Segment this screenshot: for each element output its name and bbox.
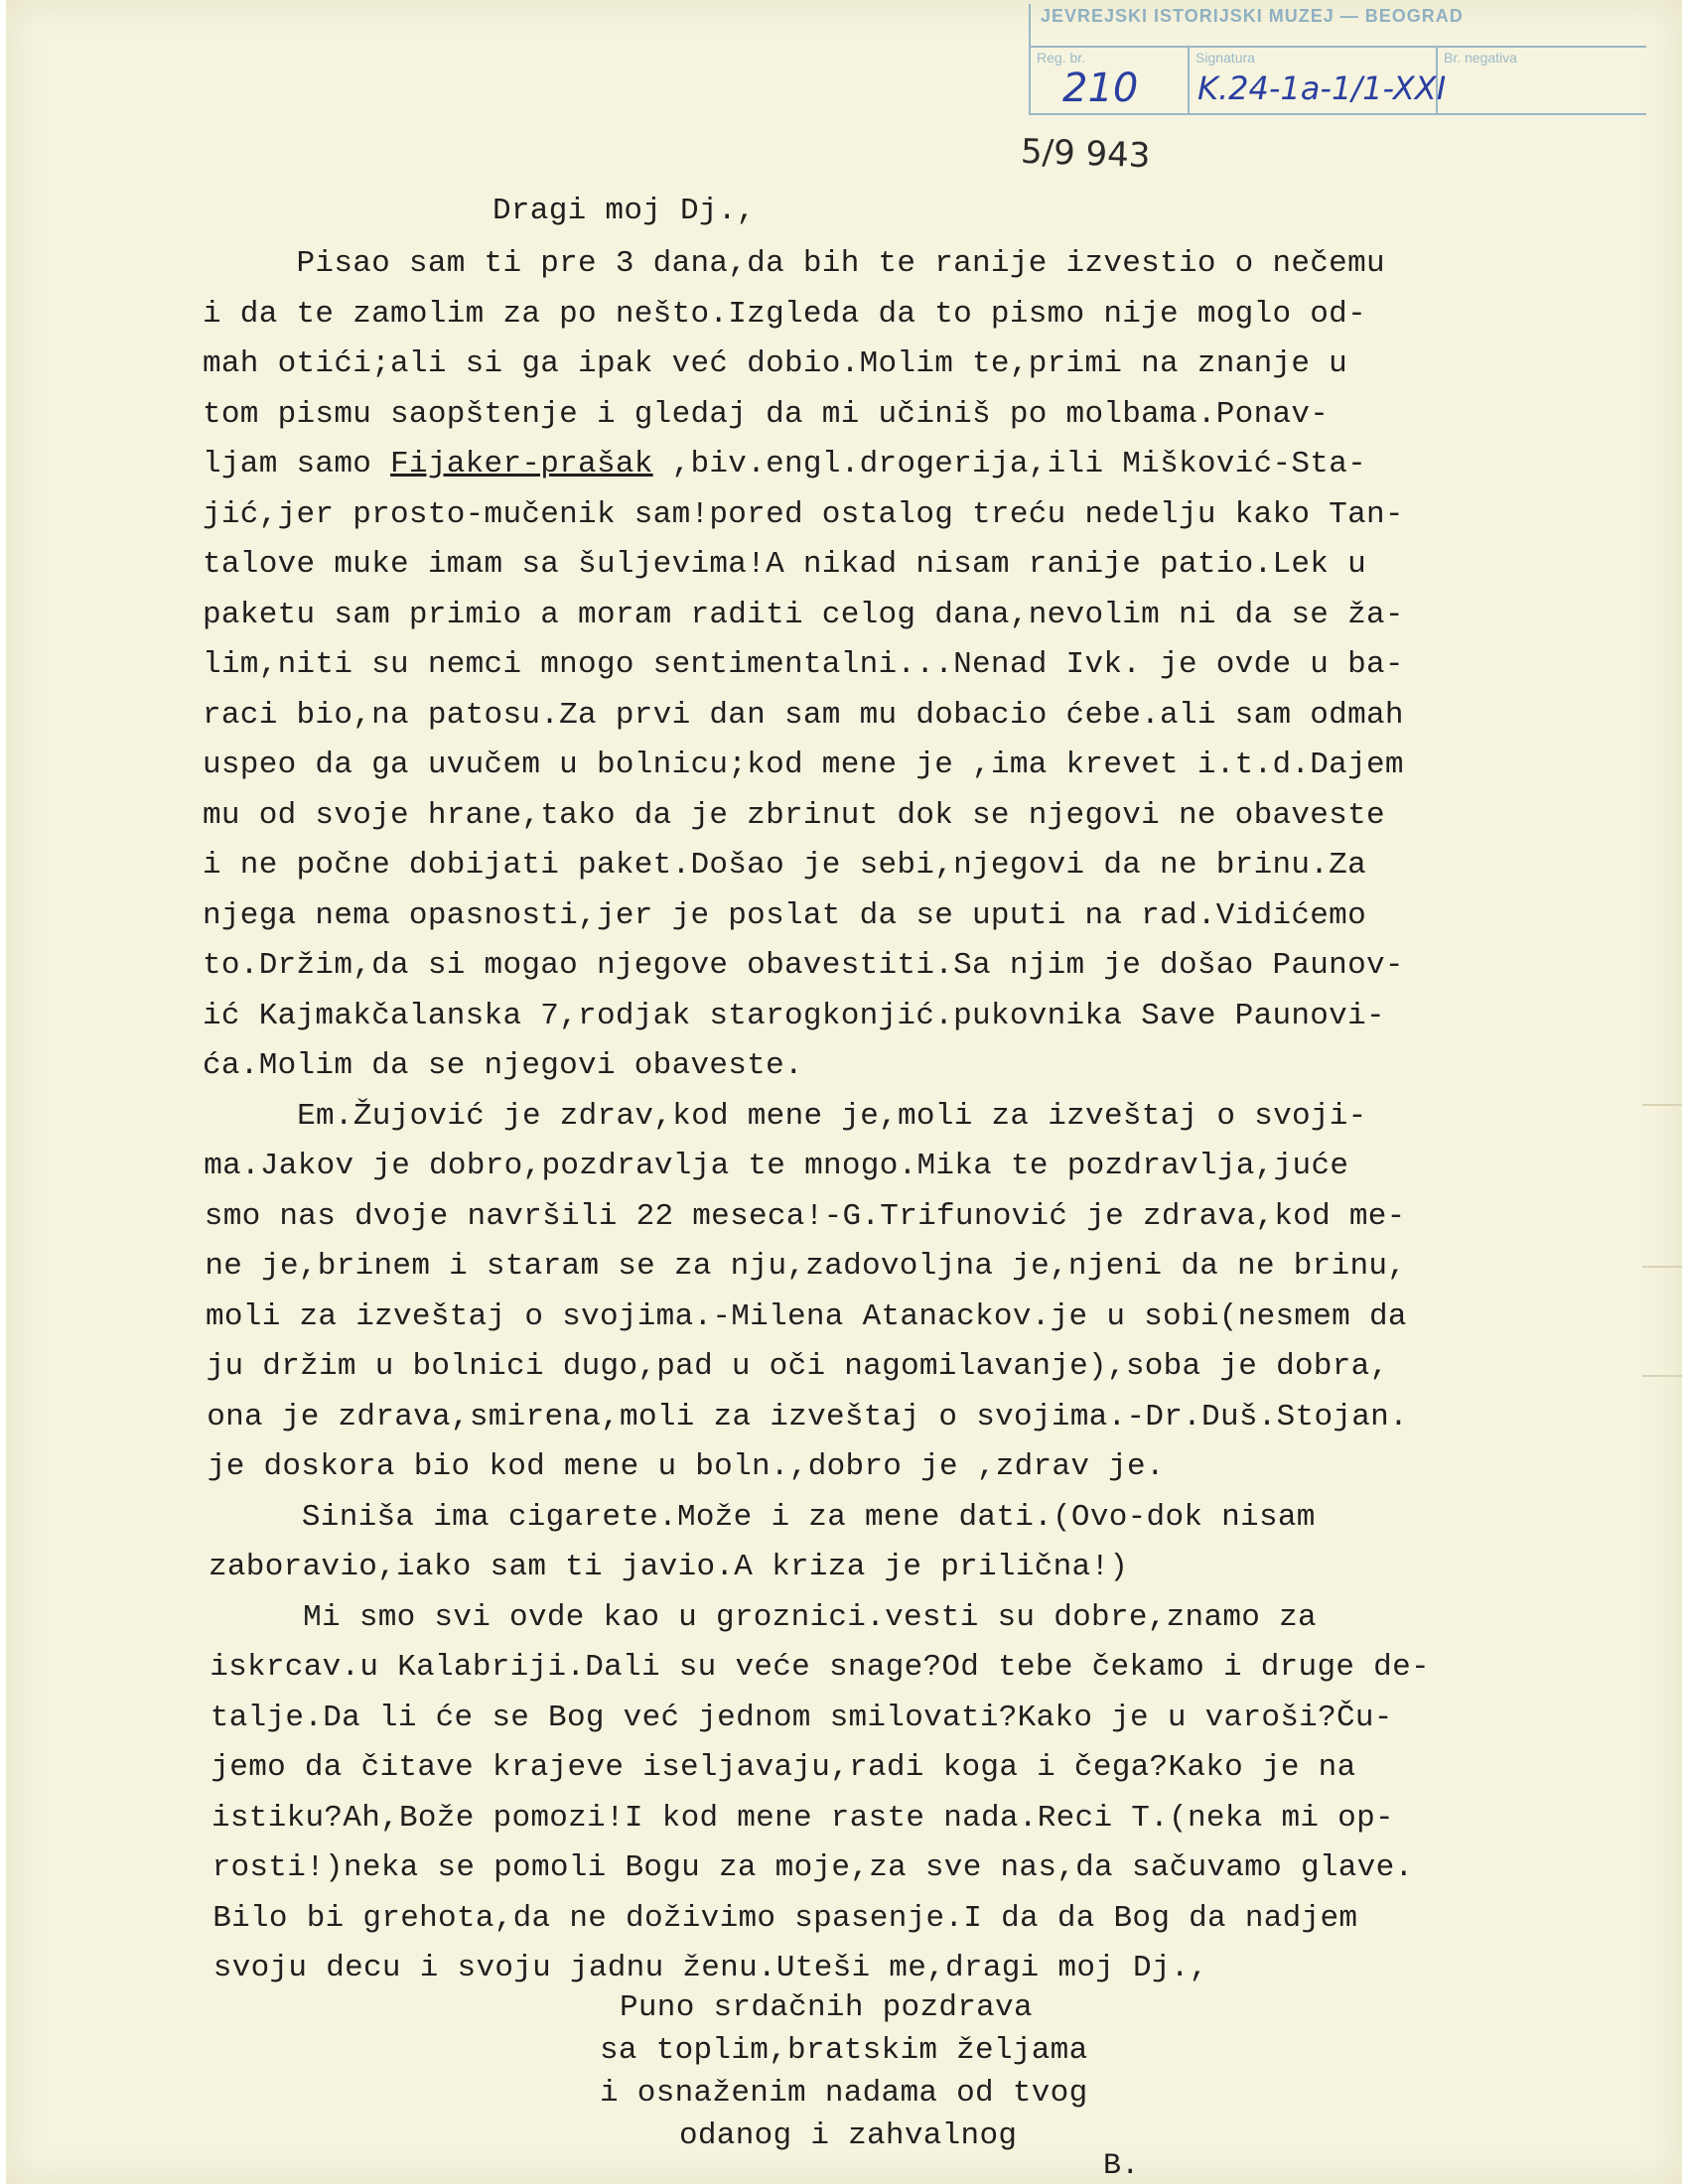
- letter-line: Siniša ima cigarete.Može i za mene dati.(Ovo-dok nisam: [208, 1499, 1316, 1535]
- reg-number-handwritten: 210: [1062, 66, 1139, 111]
- letter-line: moli za izveštaj o svojima.-Milena Atanackov.je u sobi(nesmem da: [206, 1298, 1407, 1334]
- signature-handwritten: K.24-1a-1/1-XXI: [1197, 69, 1447, 107]
- paper-tear-mark: [1642, 1266, 1682, 1268]
- letter-line: jić,jer prosto-mučenik sam!pored ostalog treću nedelju kako Tan-: [203, 496, 1404, 532]
- letter-line: ma.Jakov je dobro,pozdravlja te mnogo.Mika te pozdravlja,juće: [204, 1149, 1349, 1183]
- stamp-negative-label: Br. negativa: [1444, 50, 1517, 66]
- letter-page: [6, 0, 1682, 2184]
- closing-line: odanog i zahvalnog: [679, 2118, 1018, 2153]
- paper-tear-mark: [1642, 1104, 1682, 1106]
- letter-line: raci bio,na patosu.Za prvi dan sam mu dobacio ćebe.ali sam odmah: [203, 697, 1404, 733]
- letter-line: smo nas dvoje navršili 22 meseca!-G.Trifunović je zdrava,kod me-: [204, 1198, 1406, 1234]
- letter-line: rosti!)neka se pomoli Bogu za moje,za sve nas,da sačuvamo glave.: [211, 1850, 1414, 1885]
- letter-line: lim,niti su nemci mnogo sentimentalni...Nenad Ivk. je ovde u ba-: [203, 647, 1404, 682]
- letter-line: zaboravio,iako sam ti javio.A kriza je prilična!): [209, 1550, 1129, 1584]
- letter-line: talove muke imam sa šuljevima!A nikad nisam ranije patio.Lek u: [203, 547, 1366, 582]
- closing-line: i osnaženim nadama od tvog: [600, 2076, 1088, 2111]
- letter-line: jemo da čitave krajeve iseljavaju,radi koga i čega?Kako je na: [211, 1750, 1356, 1785]
- letter-line: ljam samo Fijaker-prašak ,biv.engl.drogerija,ili Mišković-Sta-: [203, 447, 1367, 481]
- letter-line: Bilo bi grehota,da ne doživimo spasenje.I da da Bog da nadjem: [212, 1900, 1358, 1936]
- letter-line: je doskora bio kod mene u boln.,dobro je ,zdrav je.: [207, 1449, 1165, 1484]
- paper-tear-mark: [1642, 1375, 1682, 1377]
- letter-line: svoju decu i svoju jadnu ženu.Uteši me,dragi moj Dj.,: [212, 1951, 1208, 1985]
- letter-line: iskrcav.u Kalabriji.Dali su veće snage?Od tebe čekamo i druge de-: [210, 1650, 1430, 1685]
- stamp-signature-label: Signatura: [1196, 50, 1255, 66]
- closing-line: Puno srdačnih pozdrava: [620, 1990, 1033, 2025]
- letter-line: to.Držim,da si mogao njegove obavestiti.Sa njim je došao Paunov-: [203, 948, 1404, 983]
- stamp-institution: JEVREJSKI ISTORIJSKI MUZEJ — BEOGRAD: [1041, 6, 1464, 26]
- museum-stamp: [1029, 4, 1646, 115]
- signature-initial: B.: [1103, 2149, 1140, 2183]
- letter-line: mah otići;ali si ga ipak već dobio.Molim te,primi na znanje u: [203, 346, 1348, 381]
- letter-line: tom pismu saopštenje i gledaj da mi učiniš po molbama.Ponav-: [203, 396, 1330, 432]
- letter-line: i da te zamolim za po nešto.Izgleda da to pismo nije moglo od-: [203, 296, 1366, 332]
- stamp-negative-cell: [1438, 48, 1646, 115]
- letter-line: mu od svoje hrane,tako da je zbrinut dok se njegovi ne obaveste: [203, 797, 1385, 833]
- letter-line: ić Kajmakčalanska 7,rodjak starogkonjić.pukovnika Save Paunovi-: [203, 998, 1385, 1033]
- letter-line: talje.Da li će se Bog već jednom smilovati?Kako je u varoši?Ču-: [210, 1700, 1393, 1735]
- salutation: Dragi moj Dj.,: [492, 194, 756, 228]
- letter-line: ju držim u bolnici dugo,pad u oči nagomilavanje),soba je dobra,: [206, 1349, 1389, 1384]
- letter-line: uspeo da ga uvučem u bolnicu;kod mene je ,ima krevet i.t.d.Dajem: [203, 748, 1404, 782]
- letter-line: Mi smo svi ovde kao u groznici.vesti su dobre,znamo za: [209, 1599, 1317, 1635]
- letter-line: njega nema opasnosti,jer je poslat da se uputi na rad.Vidićemo: [203, 897, 1366, 933]
- letter-line: ona je zdrava,smirena,moli za izveštaj o svojima.-Dr.Duš.Stojan.: [207, 1399, 1408, 1434]
- letter-date: 5/9 943: [1020, 131, 1152, 177]
- underlined-product-name: Fijaker-prašak: [390, 447, 653, 481]
- letter-line: Pisao sam ti pre 3 dana,da bih te ranije izvestio o nečemu: [203, 246, 1385, 281]
- letter-line: i ne počne dobijati paket.Došao je sebi,njegovi da ne brinu.Za: [203, 848, 1366, 883]
- letter-line: paketu sam primio a moram raditi celog dana,nevolim ni da se ža-: [203, 597, 1404, 632]
- letter-line: ća.Molim da se njegovi obaveste.: [203, 1048, 803, 1083]
- letter-line: ne je,brinem i staram se za nju,zadovoljna je,njeni da ne brinu,: [205, 1249, 1407, 1284]
- letter-line: istiku?Ah,Bože pomozi!I kod mene raste nada.Reci T.(neka mi op-: [211, 1800, 1394, 1836]
- stamp-reg-label: Reg. br.: [1037, 50, 1086, 66]
- closing-line: sa toplim,bratskim željama: [600, 2033, 1088, 2068]
- letter-line: Em.Žujović je zdrav,kod mene je,moli za izveštaj o svoji-: [203, 1098, 1367, 1134]
